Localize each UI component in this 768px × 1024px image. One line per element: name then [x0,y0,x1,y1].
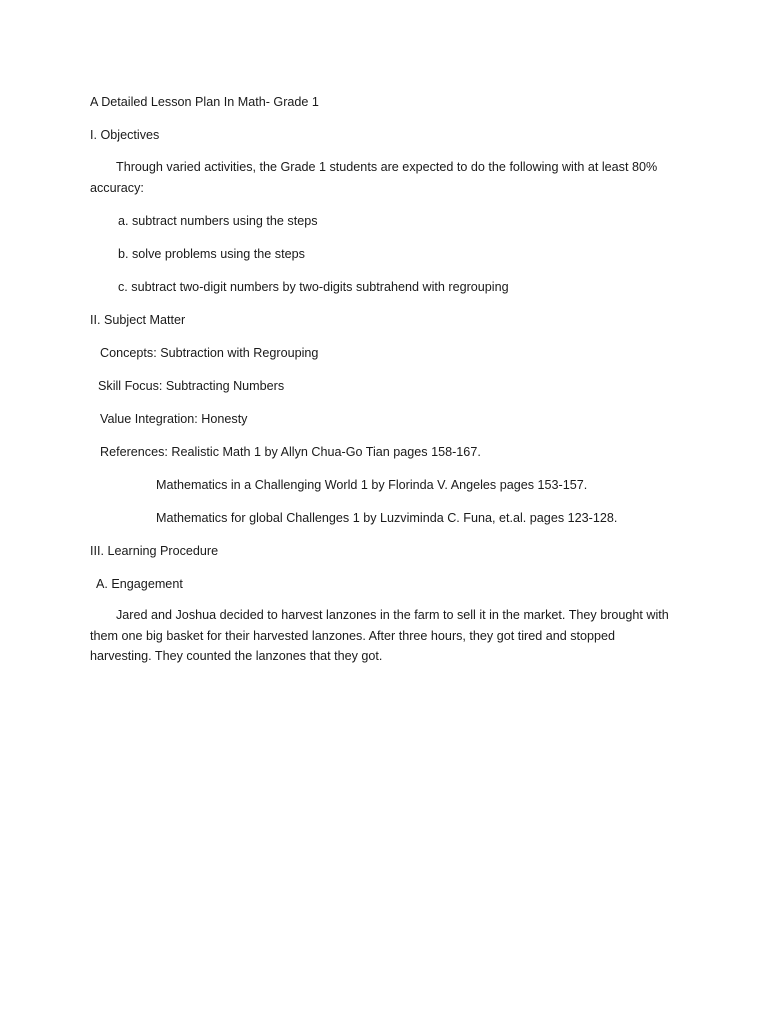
reference-item: Mathematics for global Challenges 1 by Luzviminda C. Funa, et.al. pages 123-128. [156,511,618,525]
value-integration-line: Value Integration: Honesty [100,412,248,426]
document-title: A Detailed Lesson Plan In Math- Grade 1 [90,95,319,109]
objective-item-c: c. subtract two-digit numbers by two-digits subtrahend with regrouping [118,280,509,294]
objectives-heading: I. Objectives [90,128,160,142]
engagement-heading: A. Engagement [96,577,183,591]
objectives-intro: Through varied activities, the Grade 1 students are expected to do the following with at least 80% accuracy: [90,160,658,195]
reference-item: References: Realistic Math 1 by Allyn Chua-Go Tian pages 158-167. [100,445,481,459]
concepts-line: Concepts: Subtraction with Regrouping [100,346,319,360]
learning-procedure-heading: III. Learning Procedure [90,544,219,558]
subject-matter-heading: II. Subject Matter [90,313,186,327]
objective-item-b: b. solve problems using the steps [118,247,305,261]
objective-item-a: a. subtract numbers using the steps [118,214,318,228]
engagement-story: Jared and Joshua decided to harvest lanzones in the farm to sell it in the market. They brought with them one big basket for their harvested lanzones. After three hours, they got tired and stopped harvesting. They counted the lanzones that they got. [90,608,669,663]
skill-focus-line: Skill Focus: Subtracting Numbers [98,379,285,393]
reference-item: Mathematics in a Challenging World 1 by Florinda V. Angeles pages 153-157. [156,478,588,492]
